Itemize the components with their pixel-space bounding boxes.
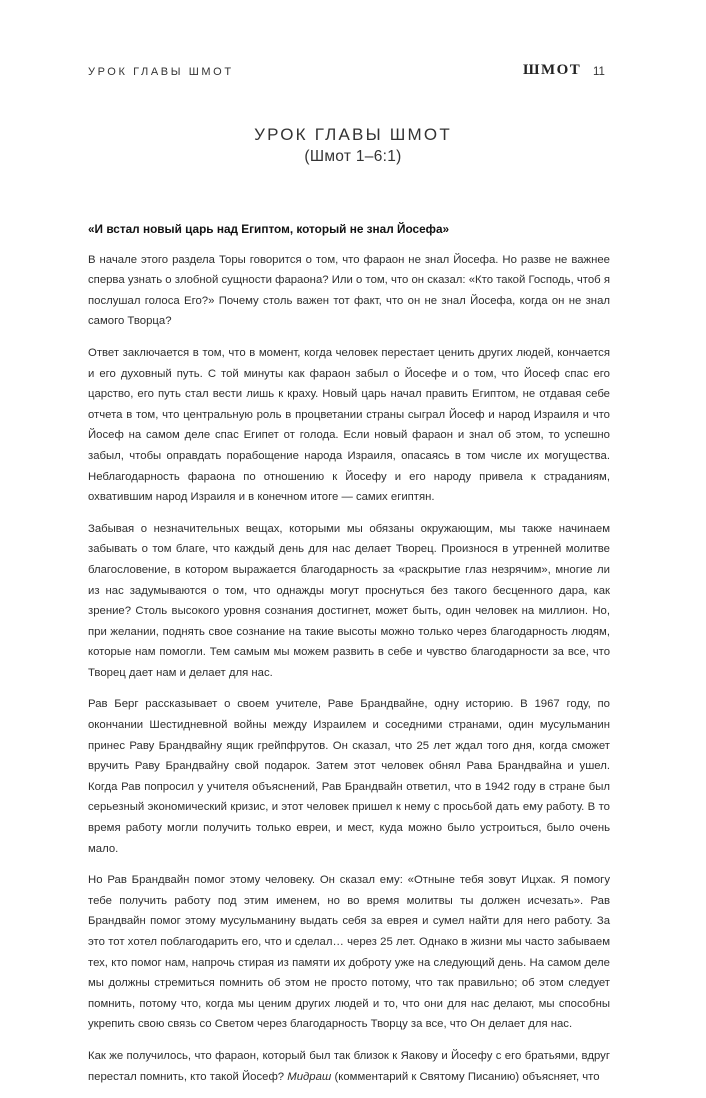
paragraph-1: В начале этого раздела Торы говорится о том, что фараон не знал Йосефа. Но разве не важнее сперва узнать о злобной сущности фараона? Или о том, что он сказал: «Кто такой Господь, чтоб я послушал голоса Его?» Почему столь важен тот факт, что он не знал Йосефа, когда он не знал самого Творца? [88,253,610,328]
paragraph-6-text-before: Как же получилось, что фараон, который был так близок к Яакову и Йосефу с его братьями, вдруг перестал помнить, кто такой Йосеф? [88,1049,610,1083]
paragraph-2: Ответ заключается в том, что в момент, когда человек перестает ценить других людей, кончается и его духовный путь. С той минуты как фараон забыл о Йосефе и о том, что Йосеф спас его царство, его путь стал вести лишь к краху. Новый царь начал править Египтом, не отдавая себе отчета в том, что центральную роль в процветании страны сыграл Йосеф и народ Израиля и что Йосеф на самом деле спас Египет от голода. Если новый фараон и знал об этом, то успешно забыл, чтобы оправдать порабощение народа Израиля, опасаясь в том числе их могущества. Неблагодарность фараона по отношению к Йосефу и его народу привела к страданиям, охватившим народ Израиля и в конечном итоге — самих египтян. [88,346,610,504]
body-text [88,219,610,1098]
section-heading: «И встал новый царь над Египтом, который не знал Йосефа» [88,222,450,236]
chapter-title: УРОК ГЛАВЫ ШМОТ [254,125,452,144]
running-title: УРОК ГЛАВЫ ШМОТ [88,66,234,78]
paragraph-6-text-after: (комментарий к Святому Писанию) объясняет, что [331,1070,600,1083]
chapter-subtitle: (Шмот 1–6:1) [304,148,402,165]
book-section-title: ШМОТ [523,62,582,78]
page-number: 11 [593,66,605,78]
paragraph-5: Но Рав Брандвайн помог этому человеку. Он сказал ему: «Отныне тебя зовут Ицхак. Я помогу тебе получить работу под этим именем, но во время молитвы ты должен исчезать». Рав Брандвайн помог этому мусульманину выдать себя за еврея и сумел найти для него работу. За это тот хотел поблагодарить его, что и сделал… через 25 лет. Однако в жизни мы часто забываем тех, кто помог нам, напрочь стирая из памяти их доброту уже на следующий день. На самом деле мы должны стремиться помнить об этом не просто потому, что так правильно; об этом следует помнить, потому что, когда мы ценим других людей и то, что они для нас делают, мы способны укрепить свою связь со Светом через благодарность Творцу за все, что Он делает для нас. [88,874,610,1031]
paragraph-6 [88,1046,610,1087]
chapter-title-block [0,124,706,167]
paragraph-3: Забывая о незначительных вещах, которыми мы обязаны окружающим, мы также начинаем забывать о том благе, что каждый день для нас делает Творец. Произнося в утренней молитве благословение, в котором выражается благодарность за «раскрытие глаз незрячим», многие ли из нас задумываются о том, что однажды могут проснуться без такого бесценного дара, как зрение? Столь высокого уровня сознания достигнет, может быть, один человек на миллион. Но, при желании, поднять свое сознание на такие высоты можно только через благодарность людям, которые нам помогли. Тем самым мы можем развить в себе и чувство благодарности за все, что Творец дает нам и делает для нас. [88,522,610,679]
paragraph-4: Рав Берг рассказывает о своем учителе, Раве Брандвайне, одну историю. В 1967 году, по окончании Шестидневной войны между Израилем и соседними странами, один мусульманин принес Раву Брандвайну ящик грейпфрутов. Он сказал, что 25 лет ждал того дня, когда сможет вручить Раву Брандвайну свой подарок. Затем этот человек обнял Рава Брандвайна и ушел. Когда Рав попросил у учителя объяснений, Рав Брандвайн ответил, что в 1942 году в стране был серьезный экономический кризис, и этот человек пришел к нему с просьбой дать ему работу. В то время работу могли получить только евреи, и мест, куда можно было устроиться, было очень мало. [88,698,610,855]
midrash-term: Мидраш [287,1070,332,1083]
